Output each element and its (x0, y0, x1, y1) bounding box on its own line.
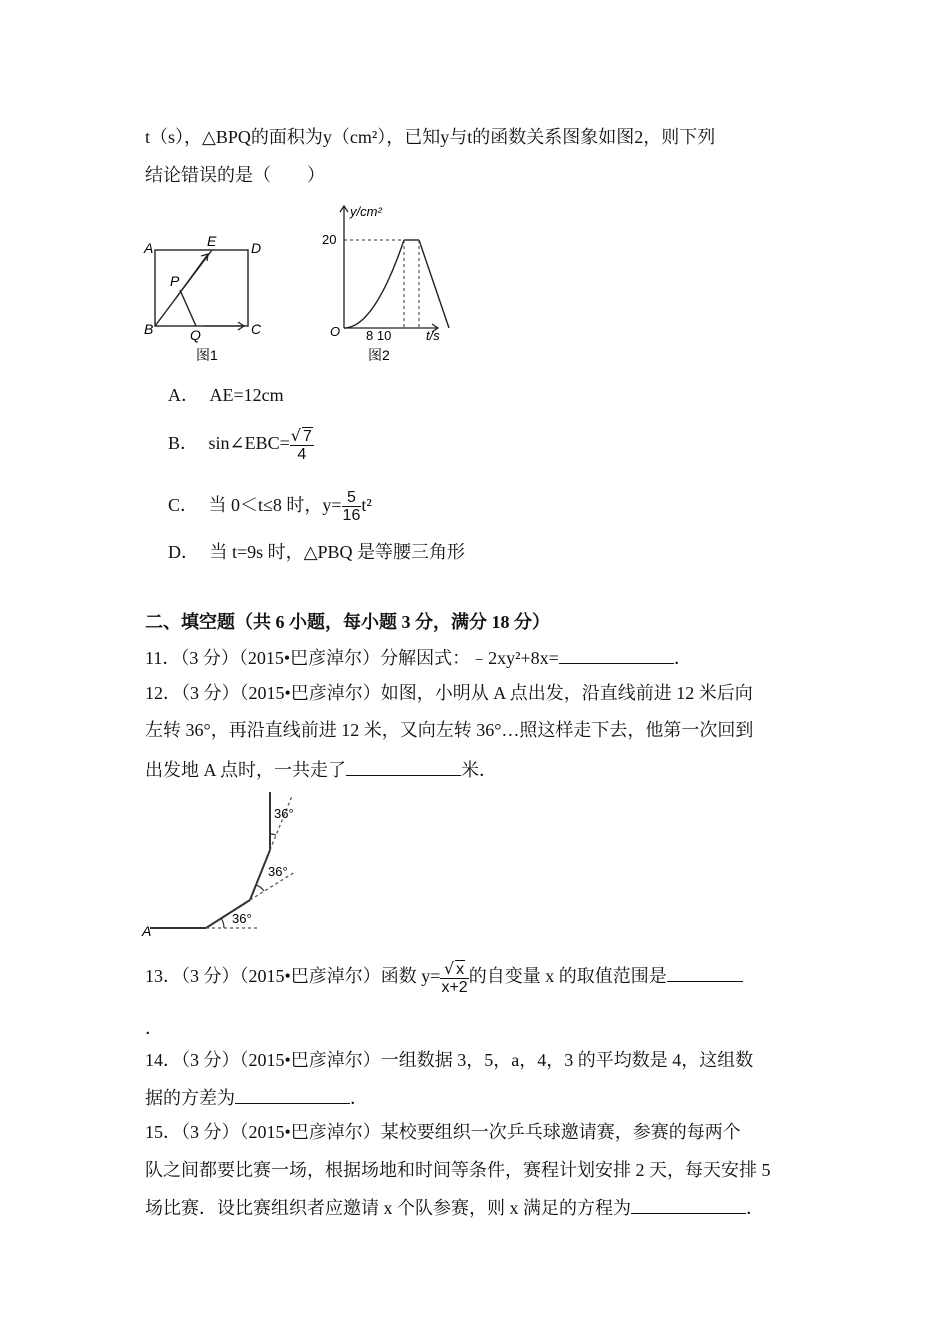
option-d-text: 当 t=9s 时，△PBQ 是等腰三角形 (209, 542, 466, 562)
angle-arc-2 (256, 885, 264, 891)
option-a[interactable] (168, 383, 284, 407)
option-b-denominator: 4 (297, 445, 307, 463)
label-q: Q (190, 327, 201, 343)
option-c-denominator: 16 (342, 507, 361, 525)
question-14-line-2-text: 据的方差为 (145, 1088, 235, 1108)
angle-arc-1 (221, 918, 224, 928)
question-12-line-3-text: 出发地 A 点时，一共走了 (145, 760, 347, 780)
option-c-text: 当 0＜t≤8 时，y= (208, 495, 342, 515)
graph-rising-curve (344, 240, 404, 328)
label-a-start: A (142, 923, 152, 939)
option-c[interactable] (168, 482, 372, 528)
option-c-letter: C． (168, 495, 199, 515)
section-2-heading: 二、填空题（共 6 小题，每小题 3 分，满分 18 分） (145, 612, 550, 632)
question-intro-line-2: 结论错误的是（ ） (145, 165, 325, 185)
label-d: D (251, 240, 262, 256)
label-p: P (170, 273, 180, 289)
question-12-line-1: 12．（3 分）（2015•巴彦淖尔）如图，小明从 A 点出发，沿直线前进 12 米后向 (145, 683, 753, 703)
segment-pq (180, 290, 196, 326)
figure-2-function-graph (318, 200, 458, 368)
option-b-text: sin∠EBC= (208, 433, 290, 453)
question-intro-line-1: t（s），△BPQ的面积为y（cm²），已知y与t的函数关系图象如图2，则下列 (145, 127, 716, 147)
question-13-tail: 的自变量 x 的取值范围是 (468, 966, 667, 986)
angle-label-1: 36° (232, 911, 252, 926)
question-15-line-3 (145, 1195, 764, 1220)
question-14-line-1: 14．（3 分）（2015•巴彦淖尔）一组数据 3，5，a，4，3 的平均数是 4，这组数 (145, 1050, 754, 1070)
path-segment-3 (250, 850, 270, 900)
option-b-letter: B． (168, 433, 199, 453)
option-c-fraction (342, 489, 362, 524)
answer-blank-12[interactable] (346, 757, 461, 776)
y-axis-label: y/cm² (350, 204, 382, 219)
figure-1-caption: 图1 (196, 347, 218, 363)
angle-label-2: 36° (268, 864, 288, 879)
option-c-tail: t² (361, 495, 372, 515)
figure-2-caption: 图2 (368, 347, 390, 363)
option-c-numerator: 5 (342, 489, 362, 507)
option-d-letter: D． (168, 542, 199, 562)
extension-3 (270, 796, 292, 850)
question-13-denominator: x+2 (441, 978, 468, 996)
angle-label-3: 36° (274, 806, 294, 821)
question-13 (145, 952, 743, 1000)
question-15-line-2: 队之间都要比赛一场，根据场地和时间等条件，赛程计划安排 2 天，每天安排 5 (145, 1160, 771, 1180)
x-ticks-8-10: 8 10 (366, 328, 392, 343)
answer-blank-13[interactable] (667, 963, 743, 982)
figure-1-rectangle-diagram (140, 228, 280, 370)
question-14-end: ． (350, 1088, 368, 1108)
answer-blank-14[interactable] (235, 1085, 350, 1104)
question-12-line-3 (145, 757, 497, 782)
question-13-root: x (456, 960, 465, 978)
rectangle-abcd (155, 250, 248, 326)
origin-label: O (330, 324, 341, 339)
question-13-text: 13．（3 分）（2015•巴彦淖尔）函数 y= (145, 966, 441, 986)
question-12-unit: 米． (461, 760, 498, 780)
option-a-letter: A． (168, 385, 199, 405)
y-tick-20: 20 (322, 232, 337, 247)
question-11-text: 11．（3 分）（2015•巴彦淖尔）分解因式：﹣2xy²+8x= (145, 648, 559, 668)
label-e: E (207, 233, 217, 249)
x-axis-label: t/s (426, 328, 440, 343)
question-11-end: ． (673, 648, 692, 668)
question-13-end: ． (145, 1018, 163, 1038)
answer-blank-11[interactable] (559, 645, 674, 664)
option-b-root: 7 (302, 427, 312, 445)
label-c: C (251, 321, 262, 337)
question-11 (145, 645, 692, 670)
option-b[interactable] (168, 418, 314, 468)
label-a: A (144, 240, 154, 256)
graph-falling-line (419, 240, 449, 328)
label-b: B (144, 321, 154, 337)
question-13-fraction: $\frac{√ x}{x+2}$ (441, 958, 468, 996)
question-12-line-2: 左转 36°，再沿直线前进 12 米，又向左转 36°…照这样走下去，他第一次回到 (145, 720, 754, 740)
option-b-fraction: $\frac{√ 7}{4}$ (290, 425, 312, 463)
question-14-line-2 (145, 1085, 368, 1110)
question-15-line-3-text: 场比赛．设比赛组织者应邀请 x 个队参赛，则 x 满足的方程为 (145, 1198, 631, 1218)
option-d[interactable] (168, 540, 465, 564)
figure-walking-path (140, 790, 310, 940)
question-15-end: ． (746, 1198, 764, 1218)
question-15-line-1: 15．（3 分）（2015•巴彦淖尔）某校要组织一次乒乓球邀请赛，参赛的每两个 (145, 1122, 741, 1142)
graph-curve-group (344, 240, 449, 328)
answer-blank-15[interactable] (631, 1195, 746, 1214)
option-a-text: AE=12cm (209, 385, 284, 405)
